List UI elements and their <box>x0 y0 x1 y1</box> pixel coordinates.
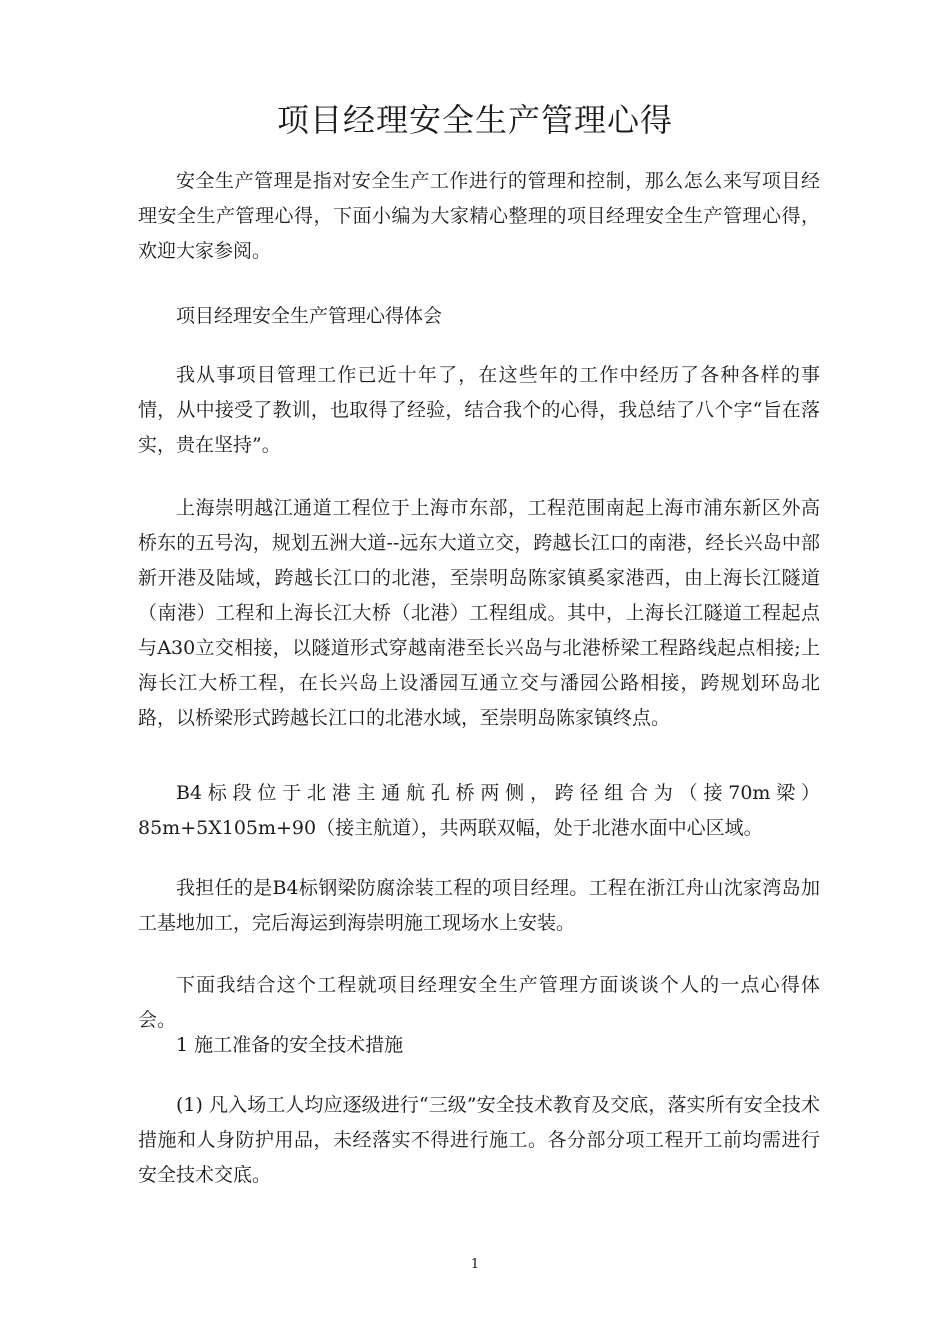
paragraph-subheading: 项目经理安全生产管理心得体会 <box>176 305 443 327</box>
document-title: 项目经理安全生产管理心得 <box>276 101 673 139</box>
paragraph-role: 我担任的是B4标钢梁防腐涂装工程的项目经理。工程在浙江舟山沈家湾岛加工基地加工，完后海运到海崇明施工现场水上安装。 <box>138 877 820 934</box>
paragraph-b4-section: B4标段位于北港主通航孔桥两侧，跨径组合为（接70m梁）85m+5X105m+90（接主航道），共两联双幅，处于北港水面中心区域。 <box>138 782 820 839</box>
section-heading-1: 1 施工准备的安全技术措施 <box>176 1034 404 1056</box>
paragraph-item-1: (1) 凡入场工人均应逐级进行“三级”安全技术教育及交底，落实所有安全技术措施和人身防护用品，未经落实不得进行施工。各分部分项工程开工前均需进行安全技术交底。 <box>138 1094 820 1186</box>
page-number: 1 <box>470 1257 480 1272</box>
paragraph-intro: 安全生产管理是指对安全生产工作进行的管理和控制，那么怎么来写项目经理安全生产管理心得，下面小编为大家精心整理的项目经理安全生产管理心得，欢迎大家参阅。 <box>138 170 820 262</box>
paragraph-experience: 我从事项目管理工作已近十年了，在这些年的工作中经历了各种各样的事情，从中接受了教训，也取得了经验，结合我个的心得，我总结了八个字“旨在落实，贵在坚持”。 <box>138 364 820 456</box>
paragraph-transition: 下面我结合这个工程就项目经理安全生产管理方面谈谈个人的一点心得体会。 <box>138 974 820 1031</box>
paragraph-project-overview: 上海崇明越江通道工程位于上海市东部，工程范围南起上海市浦东新区外高桥东的五号沟，规划五洲大道--远东大道立交，跨越长江口的南港，经长兴岛中部新开港及陆域，跨越长江口的北港，至崇明岛陈家镇奚家港西，由上海长江隧道（南港）工程和上海长江大桥（北港）工程组成。其中，上海长江隧道工程起点与A30立交相接，以隧道形式穿越南港至长兴岛与北港桥梁工程路线起点相接;上海长江大桥工程，在长兴岛上设潘园互通立交与潘园公路相接，跨规划环岛北路，以桥梁形式跨越长江口的北港水域，至崇明岛陈家镇终点。 <box>138 497 820 729</box>
